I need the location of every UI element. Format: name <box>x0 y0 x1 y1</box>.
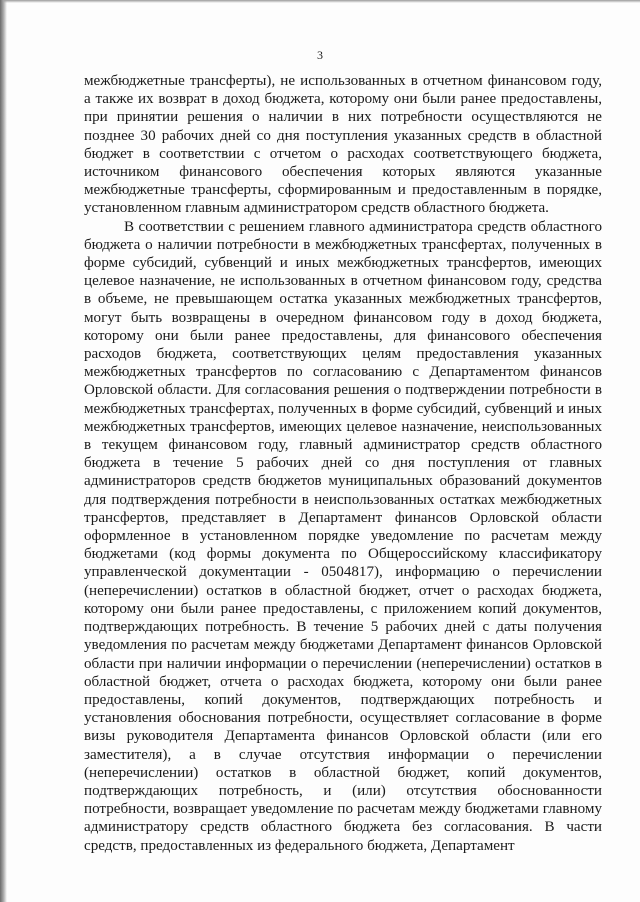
paragraph-continuation: межбюджетные трансферты), не использованных в отчетном финансовом году, а также их возврат в доход бюджета, которому они были ранее предоставлены, при принятии решения о наличии в них потребности осуществляются не позднее 30 рабочих дней со дня поступления указанных средств в областной бюджет в соответствии с отчетом о расходах соответствующего бюджета, источником финансового обеспечения которых являются указанные межбюджетные трансферты, сформированным и предоставленным в порядке, установленном главным администратором средств областного бюджета. <box>84 73 602 217</box>
scan-top-edge <box>0 0 640 3</box>
paragraph-main: В соответствии с решением главного администратора средств областного бюджета о наличии потребности в межбюджетных трансфертах, полученных в форме субсидий, субвенций и иных межбюджетных трансфертов, имеющих целевое назначение, не использованных в отчетном финансовом году, средства в объеме, не превышающем остатка указанных межбюджетных трансфертов, могут быть возвращены в очередном финансовом году в доход бюджета, которому они были ранее предоставлены, для финансового обеспечения расходов бюджета, соответствующих целям предоставления указанных межбюджетных трансфертов по согласованию с Департаментом финансов Орловской области. Для согласования решения о подтверждении потребности в межбюджетных трансфертах, полученных в форме субсидий, субвенций и иных межбюджетных трансфертов, имеющих целевое назначение, неиспользованных в текущем финансовом году, главный администратор средств областного бюджета в течение 5 рабочих дней со дня поступления от главных администраторов средств бюджетов муниципальных образований документов для подтверждения потребности в неиспользованных остатках межбюджетных трансфертов, представляет в Департамент финансов Орловской области оформленное в установленном порядке уведомление по расчетам между бюджетами (код формы документа по Общероссийскому классификатору управленческой документации - 0504817), информацию о перечислении (неперечислении) остатков в областной бюджет, отчет о расходах бюджета, которому они были ранее предоставлены, с приложением копий документов, подтверждающих потребность. В течение 5 рабочих дней с даты получения уведомления по расчетам между бюджетами Департамент финансов Орловской области при наличии информации о перечислении (неперечислении) остатков в областной бюджет, отчета о расходах бюджета, которому они были ранее предоставлены, копий документов, подтверждающих потребность и установления обоснования потребности, осуществляет согласование в форме визы руководителя Департамента финансов Орловской области (или его заместителя), а в случае отсутствия информации о перечислении (неперечислении) остатков в областной бюджет, копий документов, подтверждающих потребность, и (или) отсутствия обоснованности потребности, возвращает уведомление по расчетам между бюджетами главному администратору средств областного бюджета без согласования. В части средств, предоставленных из федерального бюджета, Департамент <box>84 218 602 854</box>
document-body <box>84 72 602 855</box>
page-number: 3 <box>317 48 323 62</box>
scan-left-edge <box>0 0 7 902</box>
